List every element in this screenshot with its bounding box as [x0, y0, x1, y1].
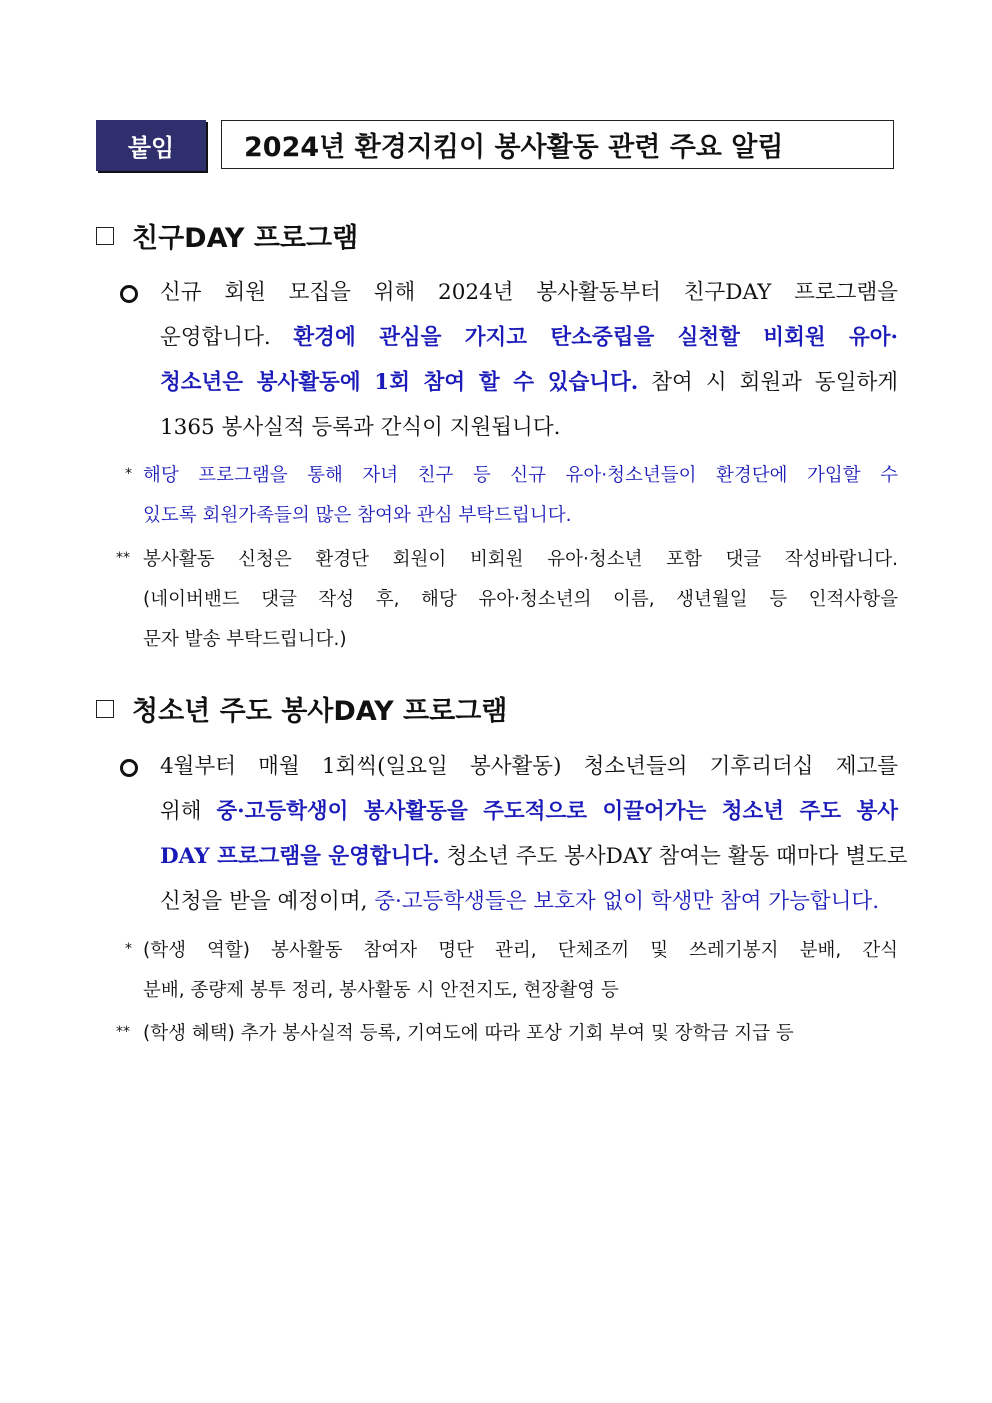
paragraph-line: 4월부터 매월 1회씩(일요일 봉사활동) 청소년들의 기후리더십 제고를 [160, 754, 898, 779]
note-mark: ** [116, 550, 130, 566]
page-title: 2024년 환경지킴이 봉사활동 관련 주요 알림 [221, 120, 894, 169]
paragraph-line: DAY 프로그램을 운영합니다. 청소년 주도 봉사DAY 참여는 활동 때마다 별도로 [160, 844, 908, 869]
note-mark: * [125, 466, 132, 482]
section1-paragraph [160, 270, 898, 450]
paragraph-line: 청소년은 봉사활동에 1회 참여 할 수 있습니다. 참여 시 회원과 동일하게 [160, 370, 898, 395]
paragraph-line: 신규 회원 모집을 위해 2024년 봉사활동부터 친구DAY 프로그램을 [160, 280, 898, 305]
section2-paragraph [160, 744, 908, 924]
section2-note2: (학생 혜택) 추가 봉사실적 등록, 기여도에 따라 포상 기회 부여 및 장학금 지급 등 [143, 1023, 794, 1044]
section2-note1: (학생 역할) 봉사활동 참여자 명단 관리, 단체조끼 및 쓰레기봉지 분배, 간식 분배, 종량제 봉투 정리, 봉사활동 시 안전지도, 현장촬영 등 [143, 940, 898, 1001]
section-title-youth-day [96, 689, 507, 728]
paragraph-line: 위해 중·고등학생이 봉사활동을 주도적으로 이끌어가는 청소년 주도 봉사 [160, 799, 898, 824]
circle-bullet-icon [120, 285, 138, 303]
paragraph-line: 운영합니다. 환경에 관심을 가지고 탄소중립을 실천할 비회원 유아· [160, 325, 898, 350]
section-title-text: 친구DAY 프로그램 [132, 223, 359, 254]
paragraph-line: 신청을 받을 예정이며, 중·고등학생들은 보호자 없이 학생만 참여 가능합니다. [160, 889, 880, 914]
note-mark: * [125, 941, 132, 957]
square-bullet-icon [96, 700, 114, 718]
section-title-friend-day [96, 216, 358, 255]
notice-header [96, 120, 896, 171]
paragraph-line: 1365 봉사실적 등록과 간식이 지원됩니다. [160, 415, 561, 440]
circle-bullet-icon [120, 759, 138, 777]
square-bullet-icon [96, 227, 114, 245]
section1-note2: 봉사활동 신청은 환경단 회원이 비회원 유아·청소년 포함 댓글 작성바랍니다. (네이버밴드 댓글 작성 후, 해당 유아·청소년의 이름, 생년월일 등 인적사항을 문자 발송 부탁드립니다.) [143, 549, 898, 650]
attachment-tag: 붙임 [96, 120, 206, 171]
section1-note1: 해당 프로그램을 통해 자녀 친구 등 신규 유아·청소년들이 환경단에 가입할 수 있도록 회원가족들의 많은 참여와 관심 부탁드립니다. [143, 465, 898, 526]
note-mark: ** [116, 1024, 130, 1040]
section-title-text: 청소년 주도 봉사DAY 프로그램 [132, 696, 508, 727]
